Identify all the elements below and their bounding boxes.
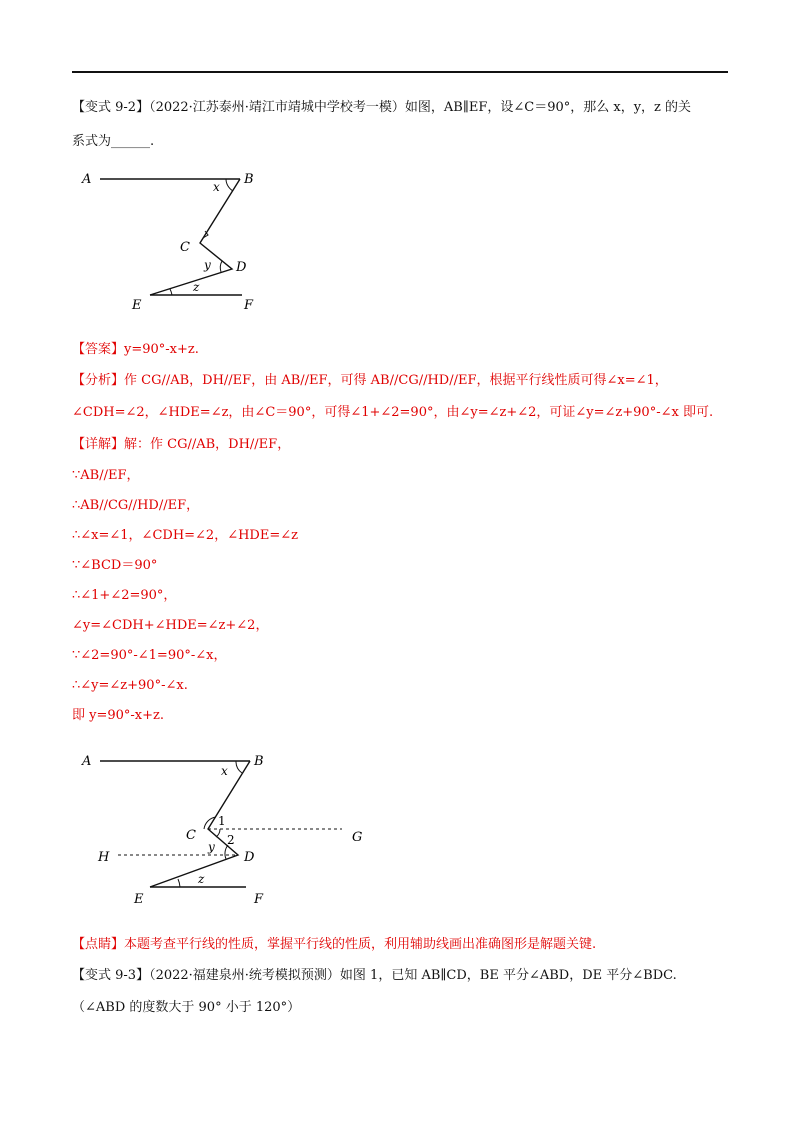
label-z: z <box>193 280 200 294</box>
label-a-2: A <box>82 754 92 769</box>
angle-x-arc-2 <box>236 761 242 773</box>
label-b-2: B <box>254 754 264 769</box>
label-d-2: D <box>244 850 255 865</box>
figure-1 <box>70 165 290 315</box>
label-c-2: C <box>186 828 196 843</box>
analysis-line1: 【分析】作 CG//AB，DH//EF，由 AB//EF，可得 AB//CG//HD//EF，根据平行线性质可得∠x=∠1， <box>72 373 668 388</box>
label-c: C <box>180 240 190 255</box>
angle-y-arc <box>220 261 222 272</box>
label-d: D <box>236 260 247 275</box>
problem-9-2-line1: 【变式 9-2】（2022·江苏泰州·靖江市靖城中学校考一模）如图，AB∥EF，设∠C＝90°，那么 x，y，z 的关 <box>72 100 692 115</box>
label-2: 2 <box>227 833 235 847</box>
problem-9-3-line1: 【变式 9-3】（2022·福建泉州·统考模拟预测）如图 1，已知 AB∥CD，BE 平分∠ABD，DE 平分∠BDC. <box>72 968 677 983</box>
comment-line: 【点睛】本题考查平行线的性质，掌握平行线的性质，利用辅助线画出准确图形是解题关键. <box>72 937 597 952</box>
analysis-line2: ∠CDH=∠2，∠HDE=∠z，由∠C＝90°，可得∠1+∠2=90°，由∠y=∠z+∠2，可证∠y=∠z+90°-∠x 即可. <box>72 405 714 420</box>
label-f-2: F <box>254 892 264 907</box>
detail-line10: 即 y=90°-x+z. <box>72 708 165 723</box>
detail-line4: ∴∠x=∠1，∠CDH=∠2，∠HDE=∠z <box>72 528 298 543</box>
label-y-2: y <box>208 840 215 854</box>
header-rule <box>72 71 728 73</box>
label-1: 1 <box>218 814 226 828</box>
detail-line5: ∵∠BCD＝90° <box>72 558 158 573</box>
detail-line3: ∴AB//CG//HD//EF， <box>72 498 200 513</box>
label-g: G <box>352 830 363 845</box>
angle-y-arc-2 <box>225 845 228 859</box>
detail-line6: ∴∠1+∠2=90°， <box>72 588 177 603</box>
label-x-2: x <box>221 764 228 778</box>
angle-z-arc <box>170 289 172 295</box>
label-e: E <box>132 298 142 313</box>
angle-z-arc-2 <box>178 879 180 887</box>
detail-line1: 【详解】解：作 CG//AB，DH//EF， <box>72 437 291 452</box>
zigzag-path <box>150 179 240 295</box>
problem-9-3-line2: （∠ABD 的度数大于 90° 小于 120°） <box>72 1000 301 1015</box>
detail-line8: ∵∠2=90°-∠1=90°-∠x， <box>72 648 227 663</box>
label-b: B <box>244 172 254 187</box>
label-a: A <box>82 172 92 187</box>
label-f: F <box>244 298 254 313</box>
figure-2 <box>70 745 390 915</box>
detail-line2: ∵AB//EF， <box>72 468 140 483</box>
label-x: x <box>213 180 220 194</box>
angle-x-arc <box>226 179 233 191</box>
label-e-2: E <box>134 892 144 907</box>
zigzag-path-2 <box>150 761 250 887</box>
label-z-2: z <box>198 872 205 886</box>
label-y: y <box>204 258 211 272</box>
answer-line: 【答案】y=90°-x+z. <box>72 342 199 357</box>
detail-line9: ∴∠y=∠z+90°-∠x. <box>72 678 188 693</box>
label-h: H <box>98 850 110 865</box>
detail-line7: ∠y=∠CDH+∠HDE=∠z+∠2， <box>72 618 269 633</box>
problem-9-2-line2: 系式为______. <box>72 134 155 149</box>
